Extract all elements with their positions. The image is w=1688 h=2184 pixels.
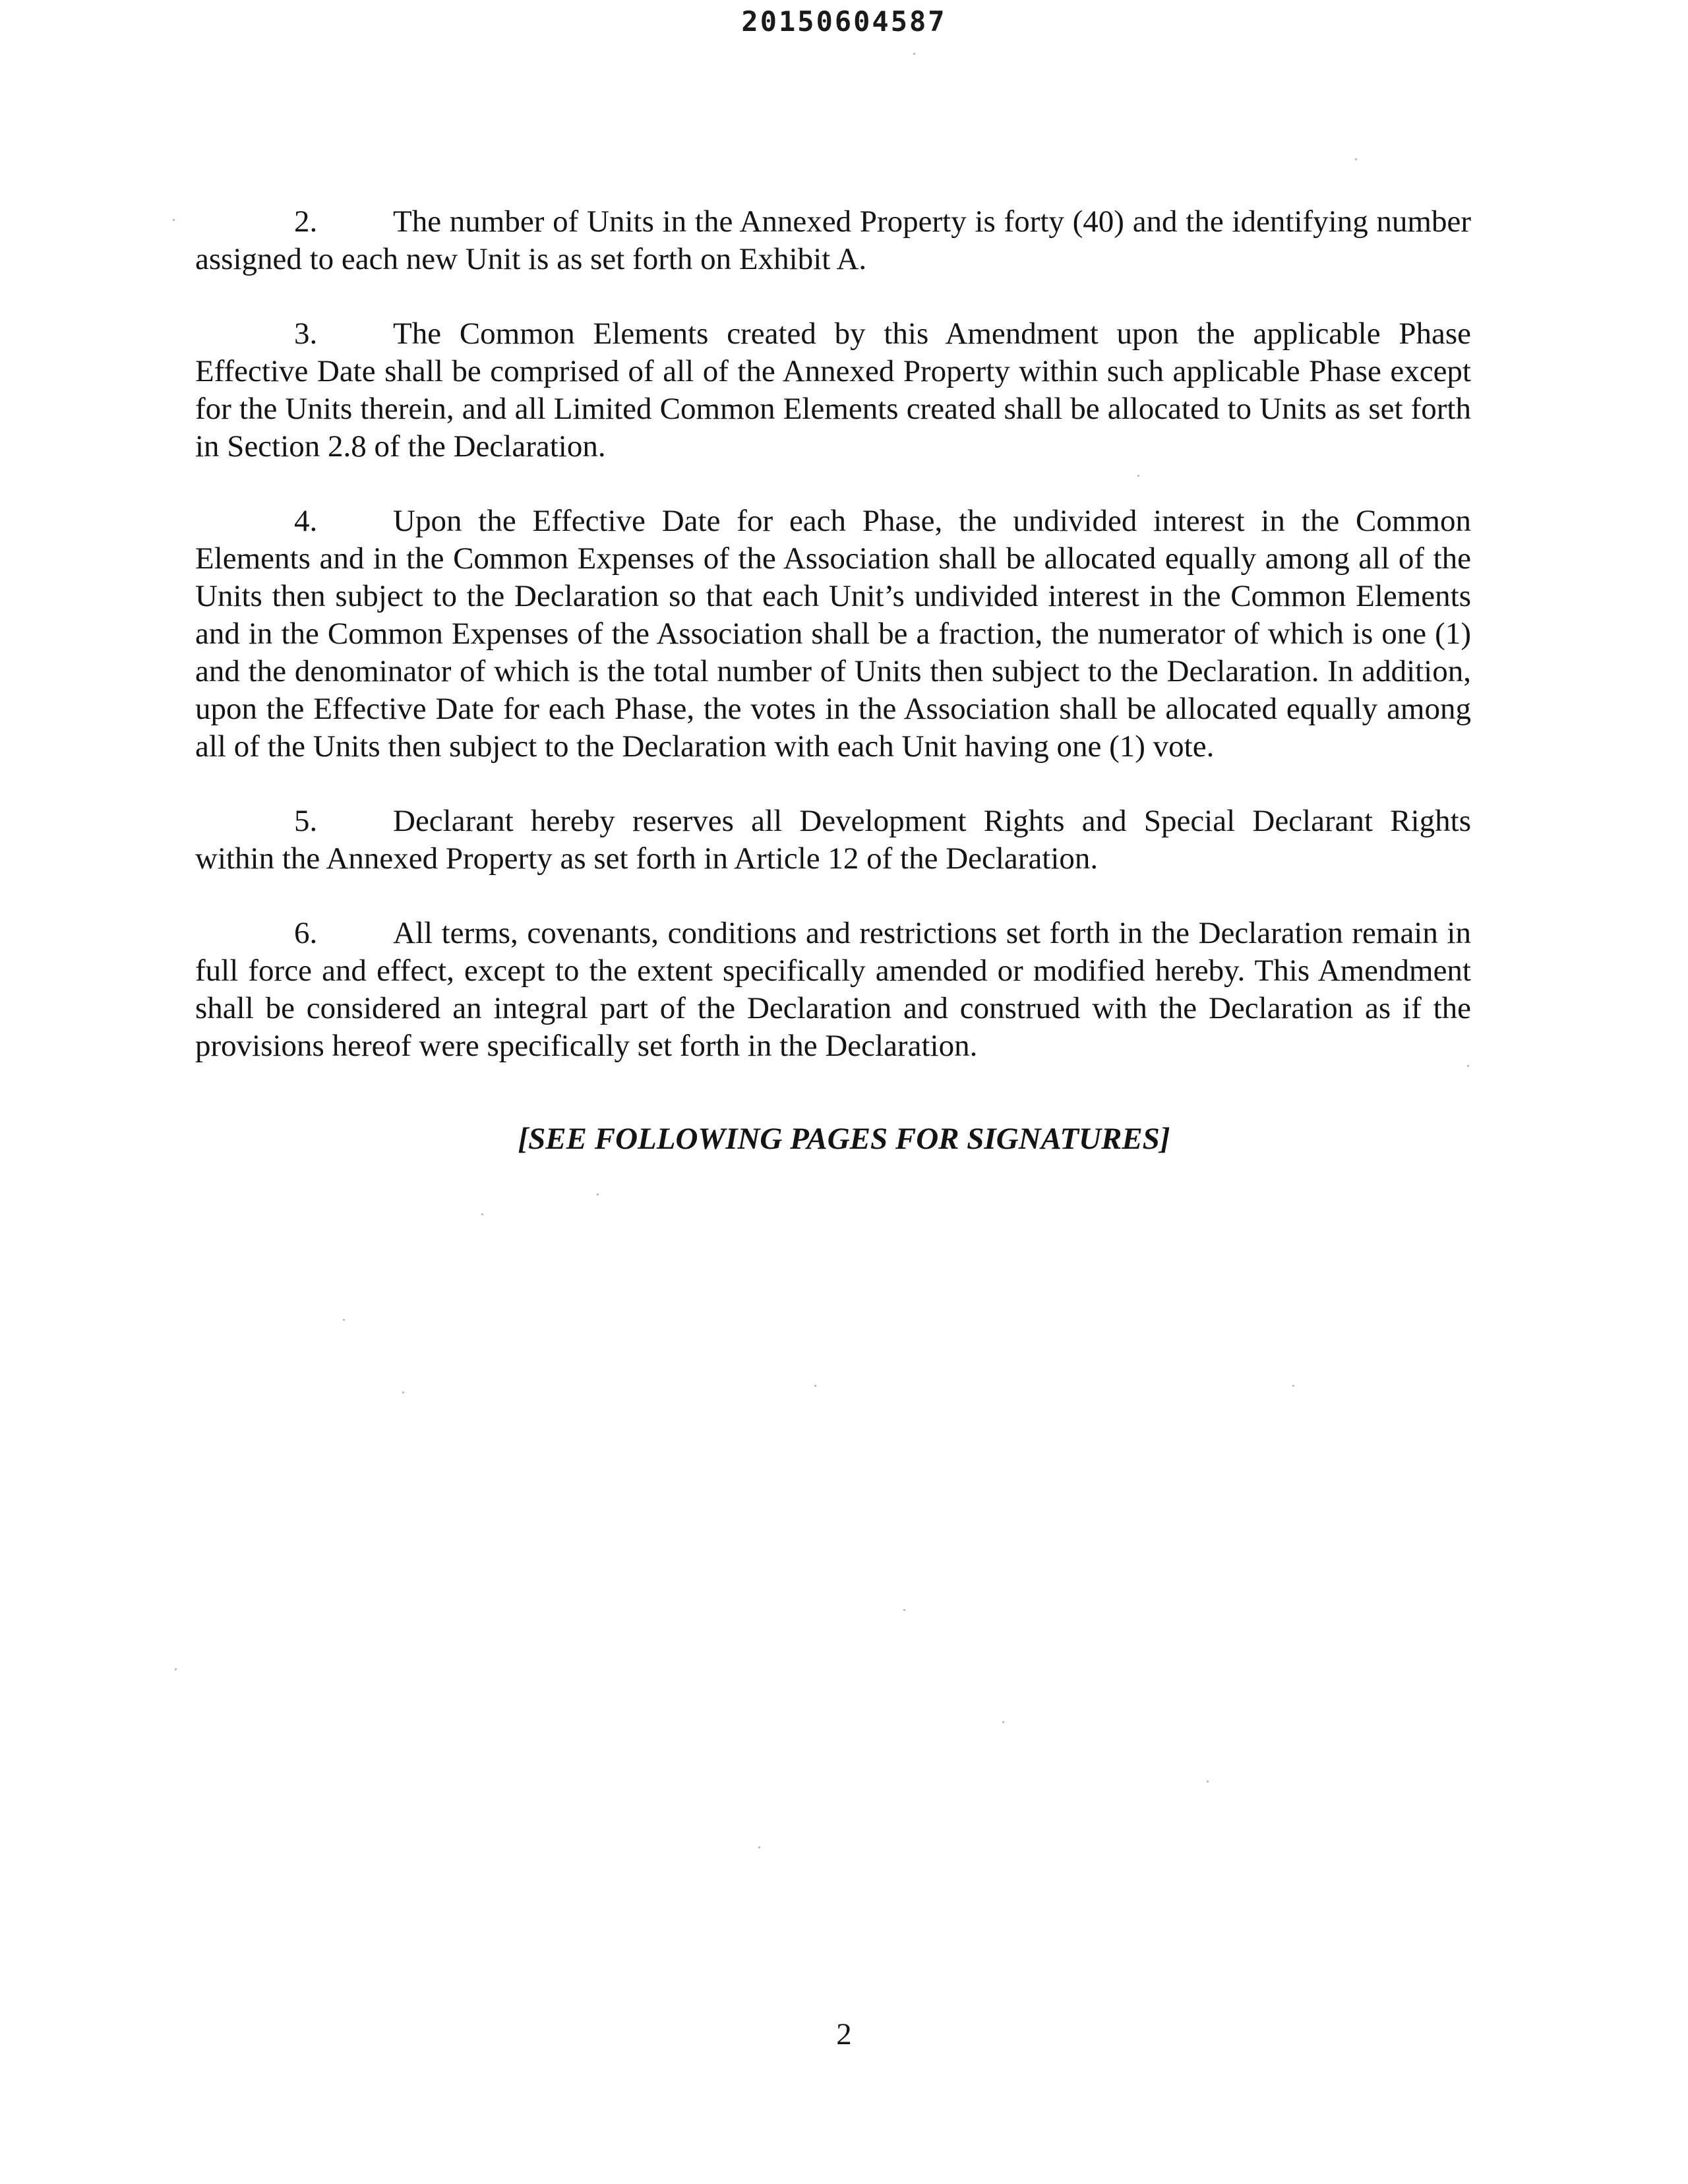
paragraph-text: The Common Elements created by this Amendment upon the applicable Phase Effective Date shall be comprised of all of the Annexed Property within such applicable Phase except for the Units therein, and all Limited Common Elements created shall be allocated to Units as set forth in Section 2.8 of the Declaration. (195, 317, 1471, 464)
scan-speck (173, 219, 175, 221)
paragraph-4 (195, 502, 1471, 766)
scan-speck (1467, 1065, 1469, 1067)
scan-speck (343, 1319, 345, 1321)
scan-speck (814, 1385, 816, 1387)
paragraph-text: Declarant hereby reserves all Development Rights and Special Declarant Rights within the Annexed Property as set forth in Article 12 of the Declaration. (195, 804, 1471, 876)
scan-speck (903, 1609, 905, 1611)
paragraph-number: 6. (294, 916, 318, 950)
scan-speck (1002, 1721, 1004, 1723)
paragraph-6 (195, 915, 1471, 1065)
scan-speck (1207, 1780, 1209, 1782)
scan-speck (1292, 1385, 1294, 1387)
scan-speck (758, 1846, 760, 1848)
scan-speck (402, 1391, 404, 1393)
paragraph-2 (195, 203, 1471, 278)
paragraph-text: Upon the Effective Date for each Phase, the undivided interest in the Common Elements and in the Common Expenses of the Association shall be allocated equally among all of the Units then subject to the Declaration so that each Unit’s undivided interest in the Common Elements and in the Common Expenses of the Association shall be a fraction, the numerator of which is one (1) and the denominator of which is the total number of Units then subject to the Declaration. In addition, upon the Effective Date for each Phase, the votes in the Association shall be allocated equally among all of the Units then subject to the Declaration with each Unit having one (1) vote. (195, 504, 1471, 764)
paragraph-text: All terms, covenants, conditions and restrictions set forth in the Declaration remain in full force and effect, except to the extent specifically amended or modified hereby. This Amendment shall be considered an integral part of the Declaration and construed with the Declaration as if the provisions hereof were specifically set forth in the Declaration. (195, 916, 1471, 1063)
paragraph-number: 5. (294, 804, 318, 838)
paragraph-number: 4. (294, 504, 318, 538)
scan-speck (597, 1194, 599, 1196)
signature-pages-notice: [SEE FOLLOWING PAGES FOR SIGNATURES] (518, 1122, 1170, 1156)
paragraph-text: The number of Units in the Annexed Property is forty (40) and the identifying number assigned to each new Unit is as set forth on Exhibit A. (195, 204, 1471, 276)
recording-number: 20150604587 (741, 5, 947, 38)
scan-speck (1355, 158, 1357, 160)
paragraph-number: 3. (294, 317, 318, 351)
scan-speck (913, 53, 915, 55)
document-body (195, 203, 1471, 1102)
scan-speck (481, 1213, 483, 1215)
paragraph-number: 2. (294, 204, 318, 239)
page-number: 2 (836, 2017, 852, 2051)
paragraph-5 (195, 803, 1471, 878)
paragraph-3 (195, 315, 1471, 466)
scan-speck (175, 1668, 177, 1670)
scan-speck (1137, 475, 1139, 477)
